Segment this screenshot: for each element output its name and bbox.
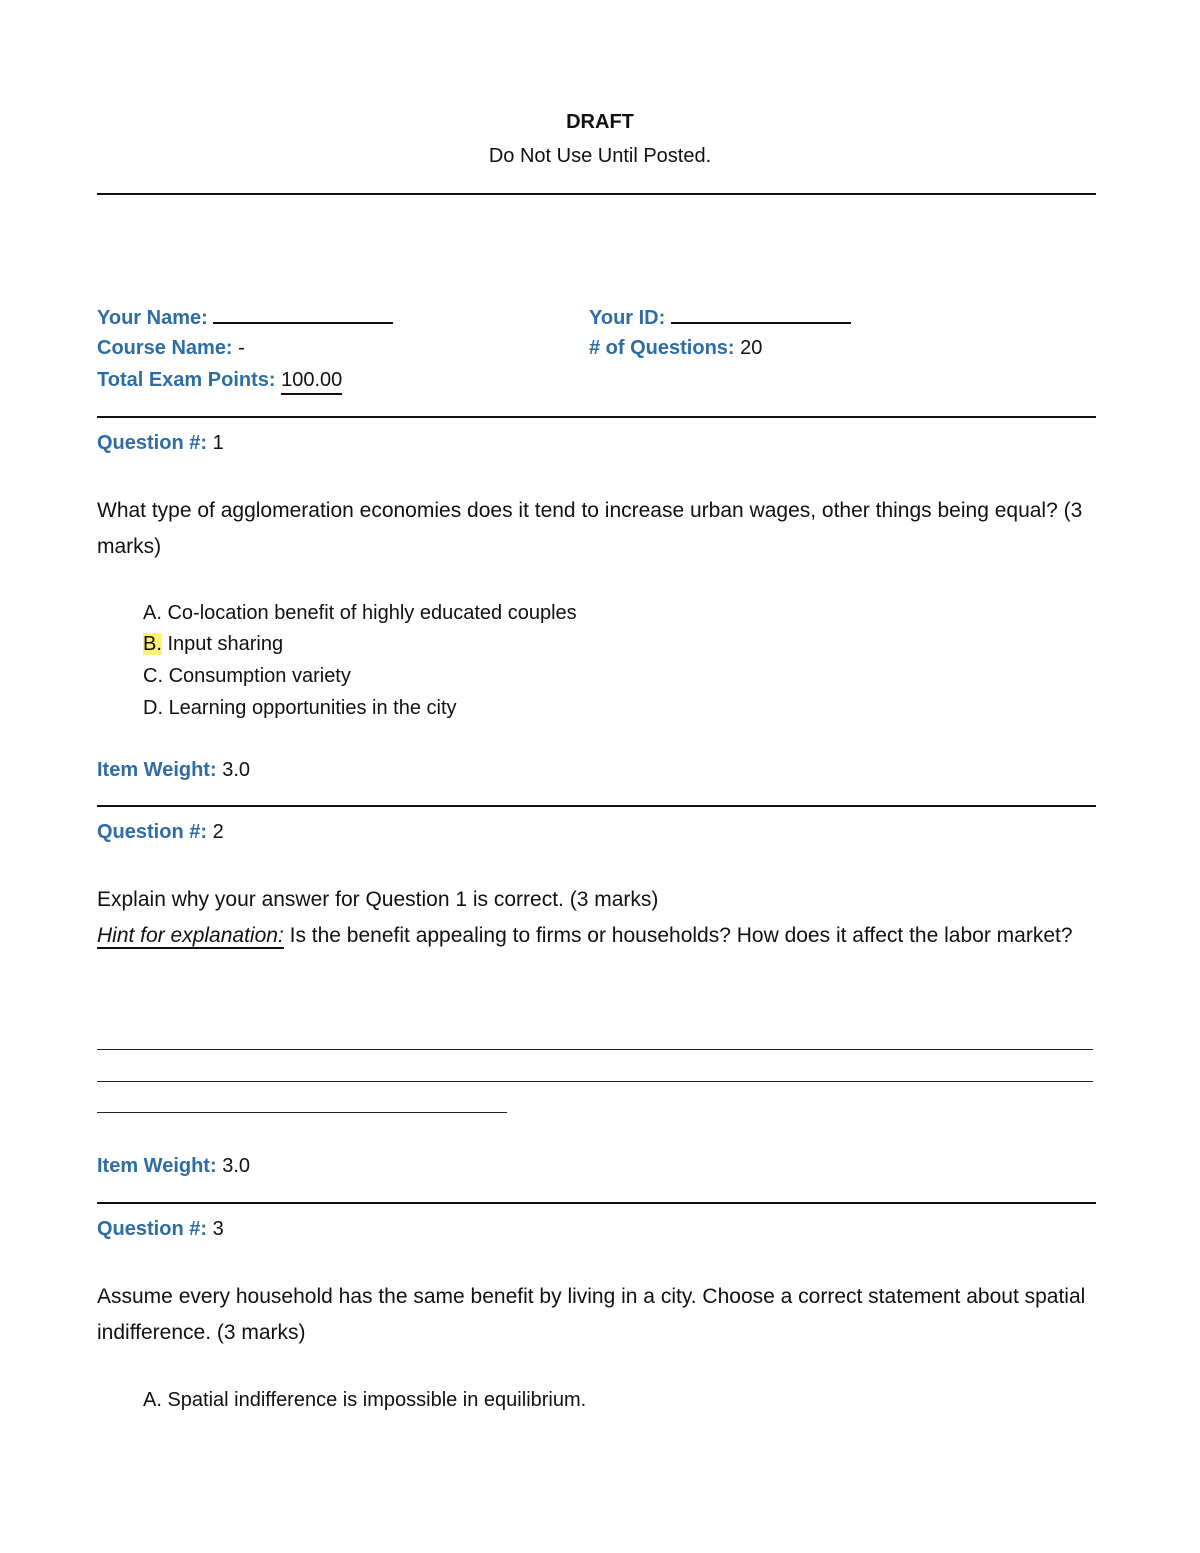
answer-line-1[interactable] [97, 1049, 1093, 1050]
option-text: Learning opportunities in the city [168, 697, 457, 719]
questions-count-label: # of Questions: [589, 337, 735, 359]
questions-count-field [589, 336, 762, 360]
total-points-label: Total Exam Points: [97, 369, 276, 391]
question-3-option-a[interactable] [143, 1388, 586, 1412]
hint-text: Is the benefit appealing to firms or households? How does it affect the labor market? [283, 924, 1073, 947]
question-1-text: What type of agglomeration economies does it tend to increase urban wages, other things being equal? (3 marks) [97, 499, 1083, 558]
answer-line-2[interactable] [97, 1081, 1093, 1082]
name-label: Your Name: [97, 307, 208, 329]
option-text: Input sharing [167, 633, 284, 655]
question-1-weight [97, 758, 250, 782]
question-2-number [97, 820, 224, 844]
hint-label: Hint for explanation: [97, 924, 284, 947]
course-value: - [238, 337, 245, 359]
question-number-value: 1 [212, 432, 224, 454]
option-letter: D. [143, 697, 163, 719]
name-blank[interactable] [213, 304, 393, 324]
info-divider [97, 416, 1096, 418]
question-2-text: Explain why your answer for Question 1 is correct. (3 marks) [97, 888, 659, 911]
id-blank[interactable] [671, 304, 851, 324]
question-1-divider [97, 805, 1096, 807]
item-weight-label: Item Weight: [97, 759, 217, 781]
questions-count-value: 20 [740, 337, 763, 359]
question-1-option-c[interactable] [143, 664, 351, 688]
question-3-number [97, 1217, 224, 1241]
question-2-weight [97, 1154, 250, 1178]
option-letter-highlighted: B. [143, 633, 162, 655]
total-points-value: 100.00 [281, 369, 342, 395]
question-number-label: Question #: [97, 1218, 208, 1240]
option-text: Co-location benefit of highly educated couples [167, 602, 577, 624]
question-1-option-a[interactable] [143, 601, 577, 625]
question-1-option-d[interactable] [143, 696, 457, 720]
draft-subtitle: Do Not Use Until Posted. [488, 145, 712, 167]
id-label: Your ID: [589, 307, 666, 329]
item-weight-value: 3.0 [222, 1155, 251, 1177]
option-letter: A. [143, 1389, 162, 1411]
draft-title: DRAFT [566, 111, 634, 133]
course-label: Course Name: [97, 337, 233, 359]
question-number-value: 3 [212, 1218, 224, 1240]
question-number-label: Question #: [97, 821, 208, 843]
answer-line-3[interactable] [97, 1112, 507, 1113]
question-1-number [97, 431, 224, 455]
question-2-hint [97, 918, 1107, 954]
question-number-value: 2 [212, 821, 224, 843]
question-1-option-b[interactable] [143, 632, 283, 656]
item-weight-label: Item Weight: [97, 1155, 217, 1177]
item-weight-value: 3.0 [222, 759, 251, 781]
option-text: Spatial indifference is impossible in equilibrium. [167, 1389, 587, 1411]
option-letter: A. [143, 602, 162, 624]
header-divider [97, 193, 1096, 195]
question-3-text: Assume every household has the same benefit by living in a city. Choose a correct statement about spatial indifference. (3 marks) [97, 1285, 1086, 1344]
option-text: Consumption variety [168, 665, 351, 687]
question-2-divider [97, 1202, 1096, 1204]
name-field [97, 304, 393, 330]
question-number-label: Question #: [97, 432, 208, 454]
total-points-field [97, 368, 342, 392]
option-letter: C. [143, 665, 163, 687]
id-field [589, 304, 851, 330]
course-field [97, 336, 245, 360]
